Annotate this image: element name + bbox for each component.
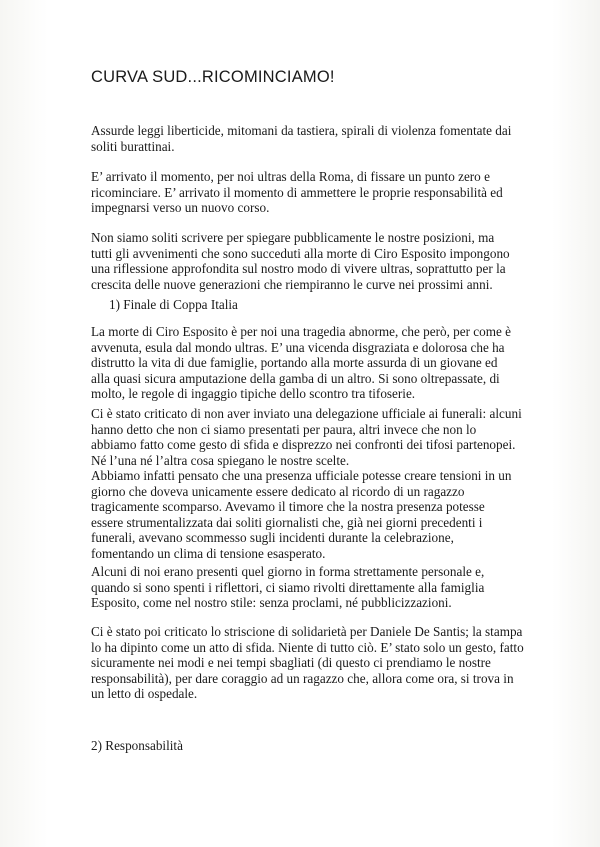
- text-line: hanno detto che non ci siamo presentati per paura, altri invece che non lo: [91, 421, 477, 437]
- text-line: alla quasi sicura amputazione della gamba di un altro. Si sono oltrepassate, di: [91, 370, 500, 386]
- text-line: crescita delle nuove generazioni che riempiranno le curve nei prossimi anni.: [91, 276, 493, 292]
- text-line: Alcuni di noi erano presenti quel giorno in forma strettamente personale e,: [91, 564, 485, 579]
- text-line: giorno che doveva unicamente essere dedicato al ricordo di un ragazzo: [91, 483, 465, 499]
- text-line: responsabilità), per dare coraggio ad un ragazzo che, allora come ora, si trova in: [91, 670, 514, 686]
- text-line: lo ha dipinto come un atto di sfida. Niente di tutto ciò. E’ stato solo un gesto, fatto: [91, 639, 524, 655]
- text-line: Non siamo soliti scrivere per spiegare pubblicamente le nostre posizioni, ma: [91, 230, 495, 245]
- text-line: Né l’una né l’altra cosa spiegano le nostre scelte.: [91, 452, 350, 468]
- text-line: Esposito, come nel nostro stile: senza proclami, né pubblicizzazioni.: [91, 595, 452, 610]
- text-line: Ci è stato poi criticato lo striscione di solidarietà per Daniele De Santis; la stampa: [91, 624, 523, 639]
- paragraph-presenti: [91, 564, 521, 611]
- text-line: E’ arrivato il momento, per noi ultras della Roma, di fissare un punto zero e: [91, 169, 490, 184]
- paragraph-posizioni: [91, 230, 521, 292]
- paragraph-funerali: [91, 406, 521, 561]
- text-line: quando si sono spenti i riflettori, ci siamo rivolti direttamente alla famiglia: [91, 579, 485, 595]
- text-line: tutti gli avvenimenti che sono succeduti alla morte di Ciro Esposito impongono: [91, 245, 510, 261]
- text-line: ricominciare. E’ arrivato il momento di ammettere le proprie responsabilità ed: [91, 184, 503, 200]
- text-line: fomentando un clima di tensione esasperato.: [91, 545, 326, 561]
- paragraph-intro: [91, 123, 521, 154]
- text-line: distrutto la vita di due famiglie, portando alla morte assurda di un giovane ed: [91, 355, 498, 370]
- text-line: impegnarsi verso un nuovo corso.: [91, 200, 270, 215]
- text-line: Assurde leggi liberticide, mitomani da tastiera, spirali di violenza fomentate dai: [91, 123, 512, 138]
- text-line: funerali, avevano scommesso sugli incidenti durante la celebrazione,: [91, 530, 454, 545]
- text-line: Ci è stato criticato di non aver inviato una delegazione ufficiale ai funerali: alcuni: [91, 406, 522, 421]
- paragraph-striscione: [91, 624, 524, 702]
- document-title: CURVA SUD...RICOMINCIAMO!: [91, 68, 335, 86]
- text-line: una riflessione approfondita sul nostro modo di vivere ultras, soprattutto per la: [91, 261, 506, 276]
- text-line: tragicamente scomparso. Avevamo il timore che la nostra presenza potesse: [91, 499, 485, 514]
- text-line: Abbiamo infatti pensato che una presenza ufficiale potesse creare tensioni in un: [91, 468, 512, 483]
- text-line: un letto di ospedale.: [91, 686, 198, 701]
- text-line: La morte di Ciro Esposito è per noi una tragedia abnorme, che però, per come è: [91, 324, 512, 339]
- section-heading-coppa-italia: 1) Finale di Coppa Italia: [109, 297, 238, 312]
- text-line: abbiamo fatto come gesto di sfida e disprezzo nei confronti dei tifosi partenopei.: [91, 437, 516, 452]
- text-line: essere strumentalizzata dai soliti giornalisti che, già nei giorni precedenti i: [91, 514, 483, 530]
- text-line: molto, le regole di ingaggio tipiche dello scontro tra tifoserie.: [91, 386, 416, 401]
- text-line: sicuramente nei modi e nei tempi sbagliati (di questo ci prendiamo le nostre: [91, 655, 491, 670]
- paragraph-punto-zero: [91, 169, 521, 216]
- text-line: avvenuta, esula dal mondo ultras. E’ una vicenda disgraziata e dolorosa che ha: [91, 339, 505, 355]
- paragraph-morte-ciro: [91, 324, 521, 402]
- section-heading-responsabilita: 2) Responsabilità: [91, 738, 183, 753]
- text-line: soliti burattinai.: [91, 138, 175, 154]
